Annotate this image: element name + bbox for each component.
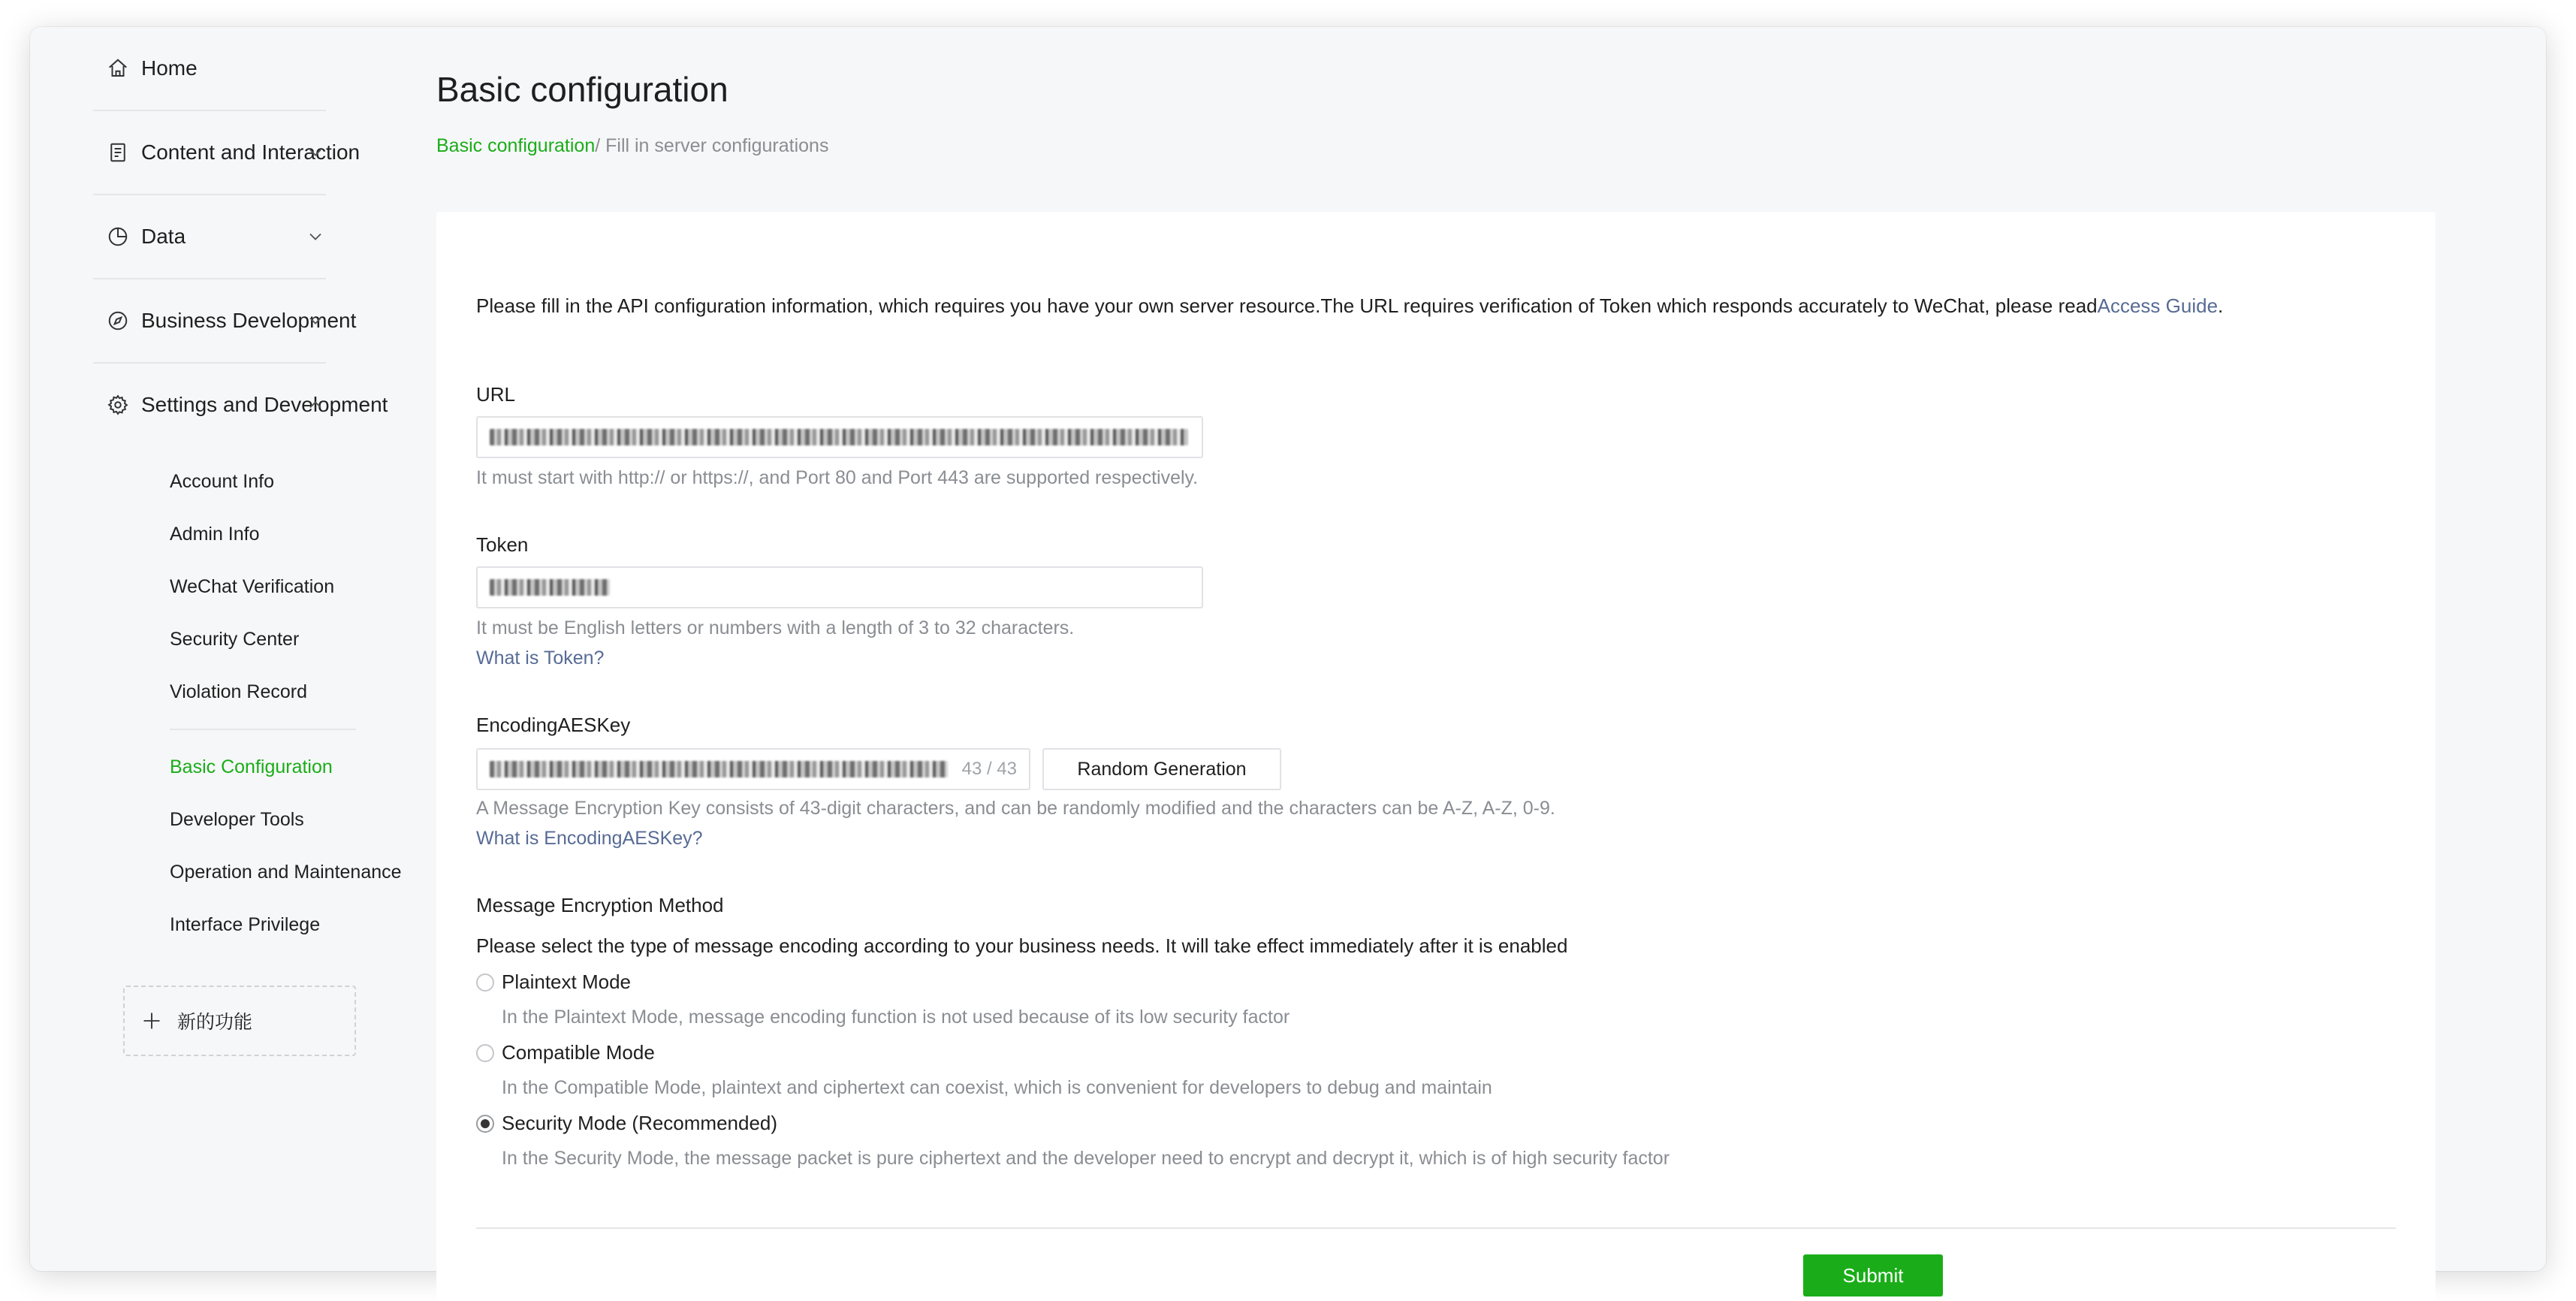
- aes-key-masked-value: [490, 750, 1017, 789]
- random-generation-button[interactable]: Random Generation: [1042, 748, 1281, 790]
- aes-key-hint: A Message Encryption Key consists of 43-digit characters, and can be randomly modified and the characters can be A-Z, A-Z, 0-9.: [476, 798, 1555, 819]
- security-mode-radio[interactable]: [476, 1115, 494, 1133]
- gear-icon: [107, 394, 129, 416]
- sidebar-item-wechat-verification[interactable]: WeChat Verification: [170, 576, 335, 597]
- intro-body: Please fill in the API configuration information, which requires you have your own server resource.The URL requires verification of Token which responds accurately to WeChat, please read: [476, 294, 2098, 317]
- submenu-divider: [170, 729, 356, 730]
- plaintext-mode-desc: In the Plaintext Mode, message encoding function is not used because of its low security factor: [502, 1007, 1290, 1028]
- nav-home-label: Home: [141, 56, 198, 80]
- intro-text: [476, 294, 2223, 318]
- nav-content-interaction[interactable]: [93, 111, 360, 194]
- sidebar-item-security-center[interactable]: Security Center: [170, 629, 300, 650]
- compatible-mode-desc: In the Compatible Mode, plaintext and ciphertext can coexist, which is convenient for developers to debug and maintain: [502, 1077, 1492, 1098]
- sidebar-item-interface-privilege[interactable]: Interface Privilege: [170, 914, 321, 935]
- nav-home[interactable]: [93, 27, 356, 110]
- token-input[interactable]: [476, 566, 1203, 608]
- aes-key-label: EncodingAESKey: [476, 714, 631, 736]
- security-mode-desc: In the Security Mode, the message packet is pure ciphertext and the developer need to encrypt and decrypt it, which is of high security factor: [502, 1148, 1670, 1169]
- aes-key-input[interactable]: [476, 748, 1030, 790]
- sidebar-item-operation-maintenance[interactable]: Operation and Maintenance: [170, 862, 402, 883]
- sidebar: [93, 27, 402, 1271]
- chevron-down-icon[interactable]: [305, 142, 326, 163]
- pie-chart-icon: [107, 225, 129, 248]
- security-mode-label: Security Mode (Recommended): [502, 1112, 778, 1134]
- chevron-up-icon[interactable]: [305, 394, 326, 415]
- plaintext-mode-option[interactable]: [476, 970, 631, 994]
- new-feature-button[interactable]: [123, 986, 356, 1056]
- config-card: [436, 212, 2436, 1301]
- nav-settings-label: Settings and Development: [141, 393, 388, 416]
- url-label: URL: [476, 383, 516, 406]
- plus-icon: [141, 1010, 162, 1031]
- access-guide-link[interactable]: Access Guide: [2097, 294, 2219, 317]
- sidebar-item-admin-info[interactable]: Admin Info: [170, 524, 260, 545]
- document-icon: [107, 141, 129, 164]
- what-is-token-link[interactable]: What is Token?: [476, 647, 605, 669]
- chevron-down-icon[interactable]: [305, 310, 326, 331]
- breadcrumb: [436, 135, 828, 157]
- compass-icon: [107, 309, 129, 332]
- nav-data-label: Data: [141, 225, 186, 248]
- compatible-mode-label: Compatible Mode: [502, 1041, 655, 1064]
- breadcrumb-current: / Fill in server configurations: [595, 135, 829, 156]
- breadcrumb-link[interactable]: Basic configuration: [436, 135, 596, 156]
- new-feature-label: 新的功能: [177, 1012, 253, 1033]
- home-icon: [107, 57, 129, 80]
- nav-content-label: Content and Interaction: [141, 140, 360, 164]
- app-window: [30, 27, 2546, 1287]
- token-label: Token: [476, 533, 529, 556]
- nav-business-development[interactable]: [93, 279, 356, 362]
- security-mode-option[interactable]: [476, 1112, 777, 1135]
- url-masked-value: [490, 418, 1190, 457]
- token-masked-value: [490, 568, 1190, 607]
- submit-button[interactable]: Submit: [1803, 1254, 1943, 1296]
- sidebar-item-violation-record[interactable]: Violation Record: [170, 681, 307, 702]
- nav-data[interactable]: [93, 195, 356, 278]
- plaintext-mode-radio[interactable]: [476, 973, 494, 992]
- intro-end: .: [2218, 294, 2224, 317]
- nav-business-label: Business Development: [141, 309, 357, 332]
- url-hint: It must start with http:// or https://, and Port 80 and Port 443 are supported respectively.: [476, 467, 1199, 488]
- compatible-mode-radio[interactable]: [476, 1044, 494, 1062]
- form-footer-divider: [476, 1227, 2396, 1229]
- sidebar-item-developer-tools[interactable]: Developer Tools: [170, 809, 304, 830]
- encryption-method-description: Please select the type of message encoding according to your business needs. It will take effect immediately after it is enabled: [476, 934, 1568, 957]
- nav-settings-development[interactable]: [93, 364, 388, 446]
- page-title: Basic configuration: [436, 70, 728, 109]
- chevron-down-icon[interactable]: [305, 226, 326, 247]
- encryption-method-title: Message Encryption Method: [476, 894, 724, 916]
- settings-submenu: [93, 446, 402, 951]
- url-input[interactable]: [476, 416, 1203, 458]
- plaintext-mode-label: Plaintext Mode: [502, 970, 631, 993]
- token-hint: It must be English letters or numbers with a length of 3 to 32 characters.: [476, 617, 1075, 638]
- compatible-mode-option[interactable]: [476, 1041, 655, 1064]
- sidebar-item-account-info[interactable]: Account Info: [170, 471, 274, 492]
- aes-key-counter: 43 / 43: [956, 759, 1017, 780]
- sidebar-item-basic-configuration[interactable]: Basic Configuration: [170, 756, 333, 777]
- what-is-aes-key-link[interactable]: What is EncodingAESKey?: [476, 828, 703, 849]
